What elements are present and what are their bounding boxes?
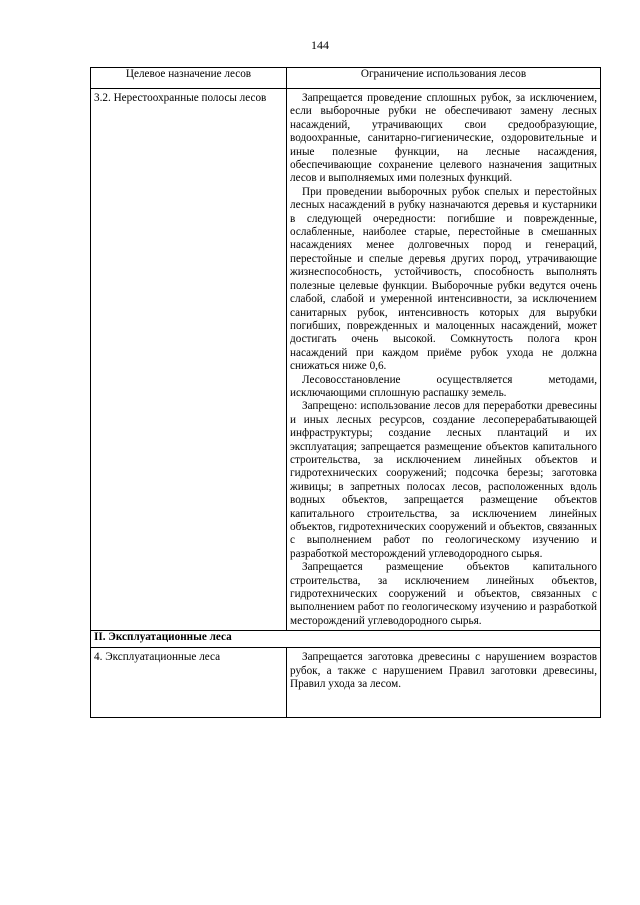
- table-header-row: [91, 68, 601, 89]
- forest-restrictions-table: [90, 67, 601, 718]
- restriction-paragraph: Лесовосстановление осуществляется методами, исключающими сплошную распашку земель.: [290, 373, 597, 399]
- header-restriction: Ограничение использования лесов: [287, 68, 601, 89]
- row-purpose-spawning-strips: 3.2. Нерестоохранные полосы лесов: [91, 89, 287, 631]
- row-restriction-exploitation: [287, 648, 601, 718]
- section-row: [91, 631, 601, 648]
- page-number: 144: [311, 38, 329, 52]
- restriction-paragraph: При проведении выборочных рубок спелых и перестойных лесных насаждений в рубку назначаются деревья и кустарники в следующей очередности: погибшие и поврежденные, ослабленные, наиболее старые, перестойные в смешанных насаждениях менее долговечных пород и генераций, перестойные и спелые деревья других пород, утрачивающие жизнеспособность, устойчивость, способность выполнять полезные целевые функции. Выборочные рубки ведутся очень слабой, слабой и умеренной интенсивности, за исключением санитарных рубок, интенсивность которых для вырубки погибших, поврежденных и малоценных насаждений, может достигать очень высокой. Сомкнутость полога крон насаждений при каждом приёме рубок ухода не должна снижаться ниже 0,6.: [290, 185, 597, 373]
- row-restriction-spawning-strips: [287, 89, 601, 631]
- restriction-paragraph: Запрещено: использование лесов для переработки древесины и иных лесных ресурсов, создание лесоперерабатывающей инфраструктуры; создание лесных плантаций и их эксплуатация; запрещается размещение объектов капитального строительства, за исключением линейных объектов и гидротехнических сооружений; подсочка березы; заготовка живицы; в запретных полосах лесов, расположенных вдоль водных объектов, запрещается размещение объектов капитального строительства, за исключением линейных объектов, гидротехнических сооружений и объектов, связанных с выполнением работ по геологическому изучению и разработкой месторождений углеводородного сырья.: [290, 400, 597, 560]
- restriction-paragraph: Запрещается размещение объектов капитального строительства, за исключением линейных объектов, гидротехнических сооружений и объектов, связанных с выполнением работ по геологическому изучению и разработкой месторождений углеводородного сырья.: [290, 561, 597, 627]
- table-row: [91, 89, 601, 631]
- row-purpose-exploitation: 4. Эксплуатационные леса: [91, 648, 287, 718]
- restriction-paragraph: Запрещается заготовка древесины с нарушением возрастов рубок, а также с нарушением Правил заготовки древесины, Правил ухода за лесом.: [290, 651, 597, 691]
- table-row: [91, 648, 601, 718]
- header-purpose: Целевое назначение лесов: [91, 68, 287, 89]
- restriction-paragraph: Запрещается проведение сплошных рубок, за исключением, если выборочные рубки не обеспечивают замену лесных насаждений, утрачивающих свои средообразующие, водоохранные, санитарно-гигиенические, оздоровительные и иные полезные функции, на лесные насаждения, обеспечивающие сохранение целевого назначения защитных лесов и выполняемых ими полезных функций.: [290, 92, 597, 185]
- section-title: II. Эксплуатационные леса: [91, 631, 601, 648]
